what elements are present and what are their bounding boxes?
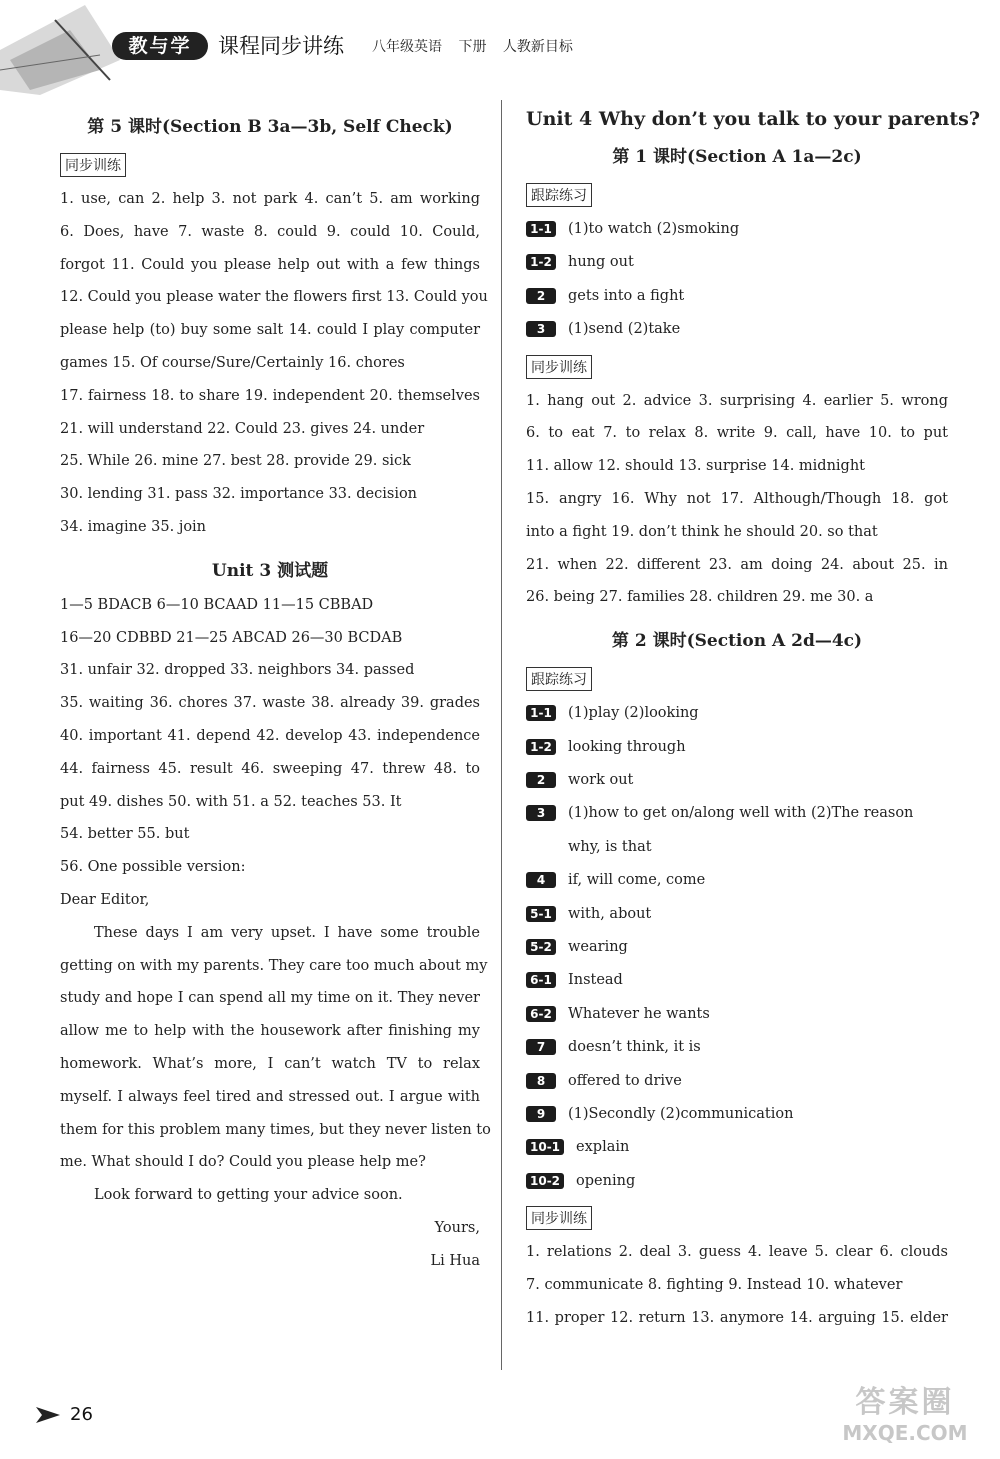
- item-answer: work out: [568, 772, 634, 789]
- exercise-label: 同步训练: [526, 355, 592, 379]
- exercise-label: 跟踪练习: [526, 667, 592, 691]
- item-badge: 1-2: [526, 739, 556, 755]
- letter-line: them for this problem many times, but they never listen to: [60, 1121, 491, 1138]
- answer-line: 1. hang out 2. advice 3. surprising 4. earlier 5. wrong: [526, 392, 948, 409]
- track-item: [526, 864, 948, 897]
- item-badge: 6-1: [526, 972, 556, 988]
- answer-line: put 49. dishes 50. with 51. a 52. teaches 53. It: [60, 793, 402, 810]
- answer-line: 6. to eat 7. to relax 8. write 9. call, have 10. to put: [526, 425, 948, 442]
- section-title: 第 1 课时(Section A 1a—2c): [612, 147, 862, 167]
- watermark: [820, 1385, 990, 1451]
- track-item: [526, 797, 948, 830]
- answer-line: 56. One possible version:: [60, 859, 246, 876]
- item-answer: doesn’t think, it is: [568, 1039, 701, 1056]
- item-answer: Whatever he wants: [568, 1005, 710, 1022]
- item-answer: Instead: [568, 972, 623, 989]
- item-badge: 5-2: [526, 939, 556, 955]
- item-badge: 9: [526, 1106, 556, 1122]
- item-badge: 2: [526, 772, 556, 788]
- answer-line: 11. proper 12. return 13. anymore 14. arguing 15. elder: [526, 1309, 948, 1326]
- item-badge: 3: [526, 805, 556, 821]
- item-answer: offered to drive: [568, 1072, 682, 1089]
- answer-line: 40. important 41. depend 42. develop 43. independence: [60, 727, 480, 744]
- item-answer: wearing: [568, 939, 628, 956]
- track-item: [526, 1131, 948, 1164]
- track-item: [526, 1031, 948, 1064]
- letter-line: me. What should I do? Could you please help me?: [60, 1154, 426, 1171]
- item-answer: (1)to watch (2)smoking: [568, 221, 740, 237]
- answer-line: 21. when 22. different 23. am doing 24. about 25. in: [526, 556, 948, 573]
- item-badge: 10-2: [526, 1173, 564, 1189]
- arrow-icon: [36, 1407, 60, 1423]
- answer-line: 26. being 27. families 28. children 29. me 30. a: [526, 589, 874, 606]
- track-item: [526, 731, 948, 764]
- answer-line: 17. fairness 18. to share 19. independent 20. themselves: [60, 387, 480, 404]
- section-title: Unit 3 测试题: [211, 560, 329, 581]
- item-answer: (1)how to get on/along well with (2)The reason: [568, 805, 914, 822]
- answer-line: please help (to) buy some salt 14. could I play computer: [60, 322, 480, 339]
- answer-line: 1. relations 2. deal 3. guess 4. leave 5. clear 6. clouds: [526, 1244, 948, 1261]
- track-item: [526, 964, 948, 997]
- letter-line: allow me to help with the housework after finishing my: [60, 1023, 480, 1040]
- item-badge: 8: [526, 1073, 556, 1089]
- item-badge: 3: [526, 321, 556, 337]
- answer-block: [526, 385, 948, 615]
- answer-line: 44. fairness 45. result 46. sweeping 47. threw 48. to: [60, 760, 480, 777]
- track-item: [526, 697, 948, 730]
- track-item: [526, 213, 948, 246]
- track-item: [526, 280, 948, 313]
- letter-signature: Li Hua: [430, 1252, 480, 1269]
- answer-line: 35. waiting 36. chores 37. waste 38. already 39. grades: [60, 695, 480, 712]
- item-answer: looking through: [568, 738, 686, 755]
- item-badge: 1-2: [526, 254, 556, 270]
- letter-closing: Look forward to getting your advice soon.: [94, 1187, 403, 1204]
- item-badge: 2: [526, 288, 556, 304]
- answer-line: 34. imagine 35. join: [60, 518, 207, 535]
- track-item: [526, 246, 948, 279]
- track-item: [526, 1165, 948, 1198]
- item-answer-continued: why, is that: [568, 838, 652, 855]
- answer-block: [60, 589, 491, 1278]
- book-meta: 八年级英语 下册 人教新目标: [372, 39, 573, 55]
- answer-line: games 15. Of course/Sure/Certainly 16. chores: [60, 354, 405, 371]
- answer-line: 16—20 CDBBD 21—25 ABCAD 26—30 BCDAB: [60, 629, 403, 646]
- answer-block: [60, 183, 488, 544]
- track-item: [526, 1098, 948, 1131]
- answer-line: into a fight 19. don’t think he should 20. so that: [526, 523, 878, 540]
- answer-line: 7. communicate 8. fighting 9. Instead 10. whatever: [526, 1277, 903, 1294]
- item-badge: 10-1: [526, 1139, 564, 1155]
- letter-line: These days I am very upset. I have some trouble: [94, 924, 480, 941]
- item-answer: hung out: [568, 254, 634, 271]
- right-column: [526, 100, 980, 1335]
- column-divider: [501, 100, 502, 1370]
- left-column: [60, 100, 491, 1278]
- track-item: [526, 998, 948, 1031]
- answer-line: forgot 11. Could you please help out with a few things: [60, 256, 480, 273]
- unit-title: Unit 4 Why don’t you talk to your parents?: [526, 108, 980, 130]
- answer-line: 25. While 26. mine 27. best 28. provide 29. sick: [60, 453, 411, 470]
- answer-line: 1. use, can 2. help 3. not park 4. can’t 5. am working: [60, 191, 480, 207]
- answer-line: 12. Could you please water the flowers first 13. Could you: [60, 289, 488, 306]
- item-answer: (1)Secondly (2)communication: [568, 1106, 794, 1123]
- item-answer: (1)send (2)take: [568, 321, 681, 338]
- item-badge: 4: [526, 872, 556, 888]
- exercise-label: 同步训练: [60, 153, 126, 177]
- item-answer: opening: [576, 1172, 636, 1189]
- page-header: [0, 0, 1000, 100]
- item-badge: 6-2: [526, 1006, 556, 1022]
- exercise-label: 跟踪练习: [526, 183, 592, 207]
- section-title: 第 5 课时(Section B 3a—3b, Self Check): [87, 117, 453, 137]
- item-answer: with, about: [568, 905, 652, 922]
- item-badge: 1-1: [526, 705, 556, 721]
- item-answer: explain: [576, 1139, 630, 1156]
- answer-line: 11. allow 12. should 13. surprise 14. midnight: [526, 458, 866, 475]
- track-item: [526, 1065, 948, 1098]
- answer-line: 54. better 55. but: [60, 826, 190, 843]
- track-item: [526, 898, 948, 931]
- answer-line: 6. Does, have 7. waste 8. could 9. could 10. Could,: [60, 223, 480, 240]
- watermark-site: MXQE.COM: [842, 1421, 968, 1445]
- track-item: [526, 764, 948, 797]
- letter-line: study and hope I can spend all my time on it. They never: [60, 990, 480, 1007]
- track-item: [526, 931, 948, 964]
- answer-block: [526, 1236, 948, 1334]
- exercise-label: 同步训练: [526, 1206, 592, 1230]
- track-item: [526, 313, 948, 346]
- section-title: 第 2 课时(Section A 2d—4c): [611, 631, 863, 652]
- book-title: 课程同步讲练: [218, 34, 344, 58]
- answer-line: 30. lending 31. pass 32. importance 33. decision: [60, 486, 418, 503]
- answer-line: Dear Editor,: [60, 891, 150, 908]
- item-badge: 5-1: [526, 906, 556, 922]
- brand-logo: 教与学: [112, 32, 208, 60]
- watermark-mark: 答案圈: [855, 1385, 955, 1420]
- answer-line: 1—5 BDACB 6—10 BCAAD 11—15 CBBAD: [60, 596, 374, 613]
- item-answer: if, will come, come: [568, 872, 706, 889]
- page-number: 26: [70, 1404, 93, 1425]
- item-answer: (1)play (2)looking: [568, 705, 699, 722]
- letter-line: myself. I always feel tired and stressed out. I argue with: [60, 1088, 480, 1105]
- letter-line: homework. What’s more, I can’t watch TV to relax: [60, 1055, 480, 1072]
- answer-line: 21. will understand 22. Could 23. gives 24. under: [60, 420, 425, 437]
- item-answer: gets into a fight: [568, 287, 685, 304]
- item-badge: 7: [526, 1039, 556, 1055]
- answer-line: 15. angry 16. Why not 17. Although/Though 18. got: [526, 491, 948, 508]
- letter-signoff: Yours,: [434, 1219, 480, 1236]
- answer-line: 31. unfair 32. dropped 33. neighbors 34. passed: [60, 662, 415, 679]
- track-list: [526, 697, 948, 1198]
- item-badge: 1-1: [526, 221, 556, 237]
- track-list: [526, 213, 948, 347]
- letter-line: getting on with my parents. They care too much about my: [60, 957, 488, 974]
